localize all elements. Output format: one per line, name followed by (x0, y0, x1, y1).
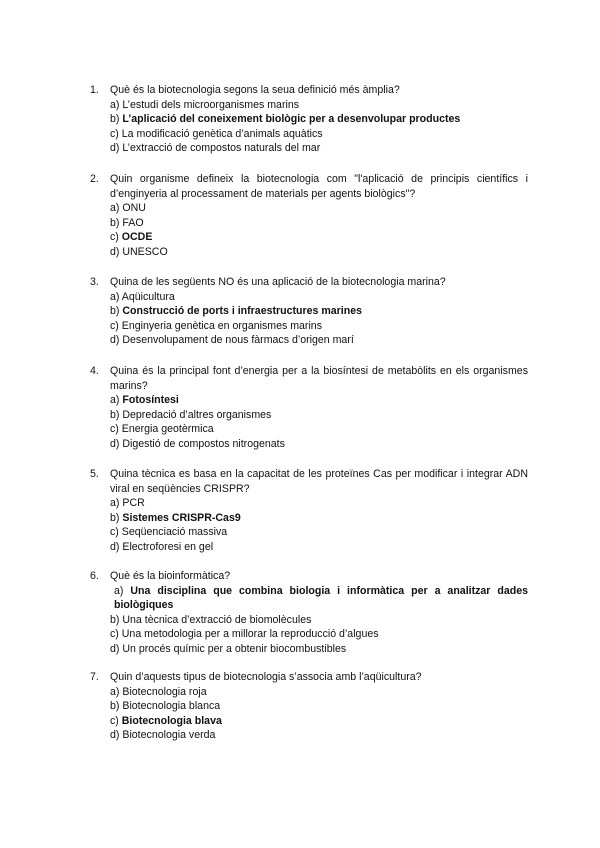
option-b-correct[interactable]: b) Construcció de ports i infraestructures marines (110, 305, 362, 318)
question-number: 7. (90, 671, 99, 683)
option-c-correct[interactable]: c) Biotecnologia blava (110, 714, 222, 727)
option-b-correct[interactable]: b) Sistemes CRISPR-Cas9 (110, 511, 241, 524)
question-number: 3. (90, 276, 99, 288)
option-a[interactable]: a) Aqüicultura (110, 290, 175, 303)
option-c[interactable]: c) La modificació genètica d’animals aquàtics (110, 127, 323, 140)
option-list (90, 496, 528, 554)
question-6-prompt (90, 569, 528, 584)
question-text: Quin d’aquests tipus de biotecnologia s’associa amb l’aqüicultura? (110, 671, 422, 683)
option-list (90, 393, 528, 451)
option-list (90, 98, 528, 156)
question-5-prompt (90, 467, 528, 496)
question-7 (90, 670, 528, 743)
option-a[interactable]: a) L’estudi dels microorganismes marins (110, 98, 300, 111)
question-2-prompt (90, 172, 528, 201)
option-d[interactable]: d) Digestió de compostos nitrogenats (110, 437, 285, 450)
option-c[interactable]: c) Energia geotèrmica (110, 423, 214, 436)
option-b[interactable]: b) Depredació d’altres organismes (110, 408, 272, 421)
option-a[interactable]: a) Biotecnologia roja (110, 685, 207, 698)
question-3-prompt (90, 275, 528, 290)
question-1 (90, 83, 528, 156)
question-7-prompt (90, 670, 528, 685)
question-6 (90, 569, 528, 657)
question-text: Quina de les següents NO és una aplicació de la biotecnologia marina? (110, 276, 446, 288)
question-number: 4. (90, 365, 99, 377)
question-text: Quina és la principal font d’energia per a la biosíntesi de metabòlits en els organismes marins? (110, 365, 528, 392)
option-list (90, 201, 528, 259)
option-d[interactable]: d) UNESCO (110, 245, 168, 258)
option-b[interactable]: b) Biotecnologia blanca (110, 700, 221, 713)
option-c-correct[interactable]: c) OCDE (110, 231, 153, 244)
option-d[interactable]: d) Un procés químic per a obtenir biocombustibles (110, 642, 347, 655)
question-number: 1. (90, 84, 99, 96)
option-list (90, 584, 528, 657)
question-text: Quin organisme defineix la biotecnologia com "l'aplicació de principis científics i d’enginyeria al processament de materials per agents biològics"? (110, 173, 528, 200)
option-c[interactable]: c) Seqüenciació massiva (110, 526, 228, 539)
question-text: Què és la bioinformàtica? (110, 570, 231, 582)
option-d[interactable]: d) L’extracció de compostos naturals del mar (110, 142, 321, 155)
option-list (90, 685, 528, 743)
question-4-prompt (90, 364, 528, 393)
option-c[interactable]: c) Una metodologia per a millorar la reproducció d’algues (110, 628, 379, 641)
question-2 (90, 172, 528, 260)
question-3 (90, 275, 528, 348)
question-number: 5. (90, 468, 99, 480)
option-d[interactable]: d) Electroforesi en gel (110, 540, 214, 553)
option-c[interactable]: c) Enginyeria genètica en organismes marins (110, 319, 322, 332)
option-d[interactable]: d) Biotecnologia verda (110, 729, 216, 742)
question-4 (90, 364, 528, 452)
option-b[interactable]: b) Una tècnica d’extracció de biomolècules (110, 613, 312, 626)
option-b-correct[interactable]: b) L’aplicació del coneixement biològic per a desenvolupar productes (110, 113, 461, 126)
option-a-correct[interactable]: a) Una disciplina que combina biologia i informàtica per a analitzar dades biològiques (114, 584, 529, 612)
option-b[interactable]: b) FAO (110, 216, 144, 229)
question-number: 2. (90, 173, 99, 185)
question-text: Quina tècnica es basa en la capacitat de les proteïnes Cas per modificar i integrar ADN viral en seqüències CRISPR? (110, 468, 528, 495)
question-number: 6. (90, 570, 99, 582)
option-d[interactable]: d) Desenvolupament de nous fàrmacs d’origen marí (110, 334, 354, 347)
option-list (90, 290, 528, 348)
option-a[interactable]: a) PCR (110, 497, 145, 510)
question-1-prompt (90, 83, 528, 98)
option-a[interactable]: a) ONU (110, 202, 146, 215)
option-a-correct[interactable]: a) Fotosíntesi (110, 394, 179, 407)
question-5 (90, 467, 528, 555)
question-text: Què és la biotecnologia segons la seua definició més àmplia? (110, 84, 400, 96)
